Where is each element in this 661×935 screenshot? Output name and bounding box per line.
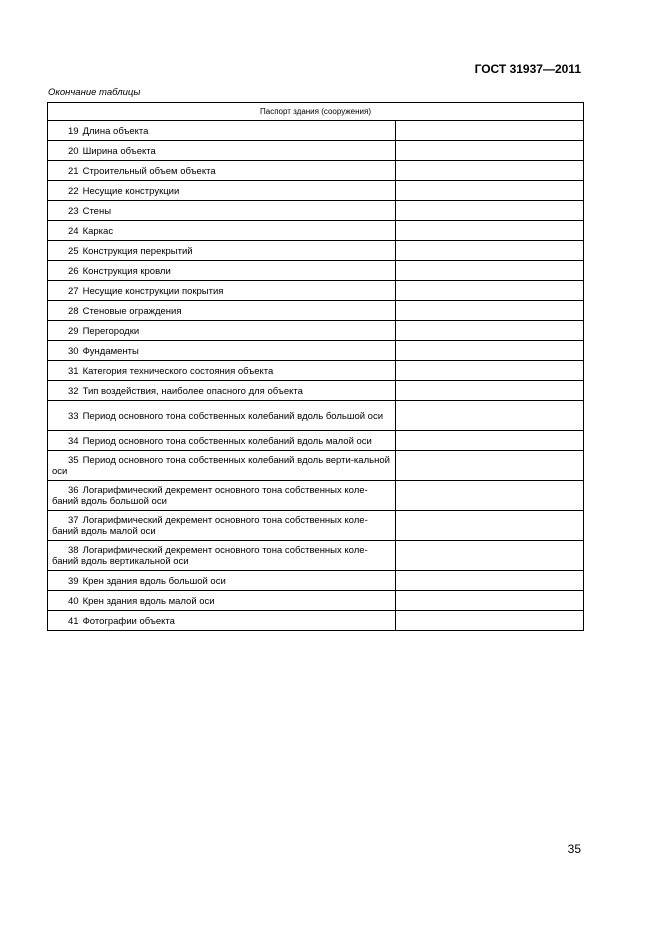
table-row [48,281,584,301]
row-value-cell [396,121,584,141]
row-value-cell [396,401,584,431]
row-text: Фотографии объекта [82,615,175,627]
row-number: 22 [68,185,79,197]
row-value-cell [396,221,584,241]
row-label-cell [48,181,396,201]
row-label-cell [48,431,396,451]
row-number: 31 [68,365,79,377]
table-row [48,201,584,221]
row-text: Крен здания вдоль малой оси [82,595,215,607]
row-number: 39 [68,575,79,587]
table-row [48,361,584,381]
row-label-cell [48,511,396,541]
table-row [48,451,584,481]
row-number: 29 [68,325,79,337]
row-label-cell [48,481,396,511]
row-value-cell [396,181,584,201]
row-text: Период основного тона собственных колебаний вдоль большой оси [82,410,384,422]
row-label-cell [48,241,396,261]
row-label-cell [48,341,396,361]
row-value-cell [396,141,584,161]
row-number: 25 [68,245,79,257]
row-label-cell [48,121,396,141]
row-value-cell [396,431,584,451]
row-text: Каркас [82,225,114,237]
row-label-cell [48,141,396,161]
table-row [48,481,584,511]
row-label-cell [48,301,396,321]
table-row [48,511,584,541]
row-text: Конструкция перекрытий [82,245,193,257]
row-text: Фундаменты [82,345,139,357]
row-text: Несущие конструкции [82,185,180,197]
row-label-cell [48,361,396,381]
row-number: 33 [68,410,79,422]
table-row [48,121,584,141]
row-number: 24 [68,225,79,237]
table-row [48,241,584,261]
row-value-cell [396,261,584,281]
row-text: Длина объекта [82,125,149,137]
table-row [48,181,584,201]
row-value-cell [396,611,584,631]
row-label-cell [48,201,396,221]
row-number: 38 [68,545,79,556]
row-number: 41 [68,615,79,627]
table-row [48,161,584,181]
row-number: 19 [68,125,79,137]
row-text: Конструкция кровли [82,265,171,277]
row-label-cell [48,221,396,241]
row-text: Ширина объекта [82,145,156,157]
row-number: 26 [68,265,79,277]
table-row [48,611,584,631]
row-text: Перегородки [82,325,140,337]
row-text: Стены [82,205,112,217]
row-text: Период основного тона собственных колебаний вдоль верти-кальной оси [52,455,390,477]
row-label-cell [48,571,396,591]
row-value-cell [396,541,584,571]
row-value-cell [396,571,584,591]
row-number: 37 [68,515,79,526]
table-header-row [48,103,584,121]
row-label-cell [48,611,396,631]
row-value-cell [396,361,584,381]
row-number: 32 [68,385,79,397]
row-number: 21 [68,165,79,177]
row-text: Логарифмический декремент основного тона собственных коле-баний вдоль малой оси [52,515,368,537]
table-row [48,431,584,451]
row-number: 27 [68,285,79,297]
table-body [48,121,584,631]
row-label-cell [48,591,396,611]
table-row [48,321,584,341]
row-text: Период основного тона собственных колебаний вдоль малой оси [82,435,372,447]
row-number: 20 [68,145,79,157]
standard-code: ГОСТ 31937—2011 [474,62,581,76]
row-value-cell [396,511,584,541]
table-header: Паспорт здания (сооружения) [48,103,584,121]
table-row [48,381,584,401]
row-value-cell [396,241,584,261]
row-text: Тип воздействия, наиболее опасного для объекта [82,385,303,397]
page-number: 35 [567,842,581,856]
row-value-cell [396,341,584,361]
table-row [48,301,584,321]
row-number: 35 [68,455,79,466]
row-number: 28 [68,305,79,317]
table-row [48,541,584,571]
table-row [48,571,584,591]
row-value-cell [396,481,584,511]
row-number: 30 [68,345,79,357]
row-text: Логарифмический декремент основного тона собственных коле-баний вдоль вертикальной оси [52,545,368,567]
table-row [48,141,584,161]
row-label-cell [48,261,396,281]
row-label-cell [48,321,396,341]
table-row [48,401,584,431]
row-value-cell [396,451,584,481]
row-text: Логарифмический декремент основного тона собственных коле-баний вдоль большой оси [52,485,368,507]
row-number: 34 [68,435,79,447]
row-label-cell [48,451,396,481]
table-row [48,341,584,361]
table-row [48,261,584,281]
table-row [48,221,584,241]
row-label-cell [48,281,396,301]
row-value-cell [396,301,584,321]
row-text: Строительный объем объекта [82,165,216,177]
row-value-cell [396,281,584,301]
row-value-cell [396,201,584,221]
row-text: Стеновые ограждения [82,305,182,317]
row-label-cell [48,161,396,181]
row-text: Несущие конструкции покрытия [82,285,224,297]
table-row [48,591,584,611]
row-label-cell [48,401,396,431]
row-label-cell [48,541,396,571]
row-text: Крен здания вдоль большой оси [82,575,226,587]
row-number: 40 [68,595,79,607]
row-value-cell [396,161,584,181]
table-caption: Окончание таблицы [48,87,141,98]
row-value-cell [396,321,584,341]
row-text: Категория технического состояния объекта [82,365,274,377]
row-number: 23 [68,205,79,217]
passport-table [47,102,584,631]
row-value-cell [396,381,584,401]
row-value-cell [396,591,584,611]
row-label-cell [48,381,396,401]
row-number: 36 [68,485,79,496]
